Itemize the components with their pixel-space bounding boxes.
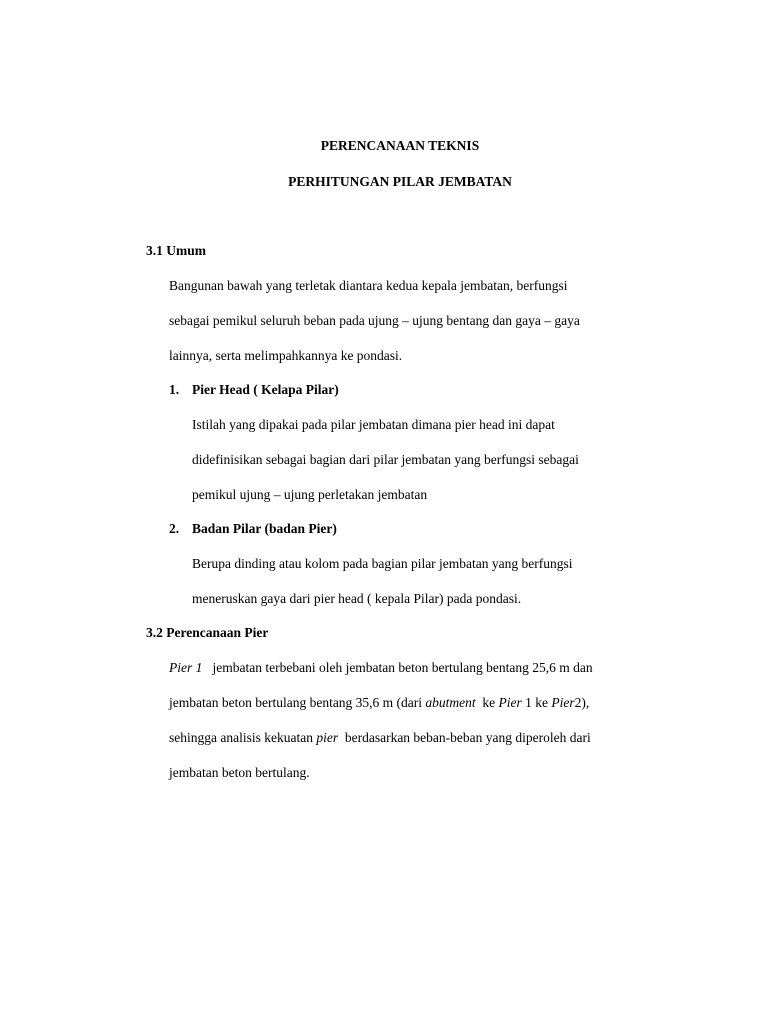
list-item-title-pier-head: Pier Head ( Kelapa Pilar) <box>192 382 339 397</box>
list-item-line: didefinisikan sebagai bagian dari pilar jembatan yang berfungsi sebagai <box>192 452 579 467</box>
text-segment: sehingga analisis kekuatan <box>169 730 313 745</box>
document-title: PERENCANAAN TEKNIS <box>320 138 480 153</box>
text-segment: ke <box>482 695 496 710</box>
document-subtitle: PERHITUNGAN PILAR JEMBATAN <box>288 174 512 189</box>
list-item-title-badan-pilar: Badan Pilar (badan Pier) <box>192 521 337 536</box>
section-heading-umum: 3.1 Umum <box>146 243 206 258</box>
term-pier: pier <box>316 730 339 745</box>
term-pier: Pier 1 <box>169 660 203 675</box>
paragraph-line: Bangunan bawah yang terletak diantara kedua kepala jembatan, berfungsi <box>169 278 568 293</box>
paragraph-line: jembatan beton bertulang. <box>169 765 310 780</box>
paragraph-line <box>169 659 593 677</box>
list-item-line: Istilah yang dipakai pada pilar jembatan dimana pier head ini dapat <box>192 417 555 432</box>
paragraph-line <box>169 729 591 747</box>
section-heading-perencanaan-pier: 3.2 Perencanaan Pier <box>146 625 269 640</box>
list-item-line: meneruskan gaya dari pier head ( kepala Pilar) pada pondasi. <box>192 591 522 606</box>
term-pier: Pier <box>498 695 522 710</box>
term-abutment: abutment <box>425 695 476 710</box>
text-segment: 2), <box>574 695 590 710</box>
text-segment: berdasarkan beban-beban yang diperoleh dari <box>344 730 591 745</box>
term-pier: Pier <box>551 695 575 710</box>
paragraph-line: lainnya, serta melimpahkannya ke pondasi. <box>169 348 403 363</box>
paragraph-line: sebagai pemikul seluruh beban pada ujung – ujung bentang dan gaya – gaya <box>169 313 580 328</box>
paragraph-line <box>169 694 589 712</box>
text-segment: jembatan terbebani oleh jembatan beton bertulang bentang 25,6 m dan <box>212 660 593 675</box>
text-segment: jembatan beton bertulang bentang 35,6 m (dari <box>169 695 423 710</box>
list-item-line: pemikul ujung – ujung perletakan jembatan <box>192 487 428 502</box>
text-segment: 1 ke <box>525 695 549 710</box>
list-item-number: 2. <box>169 521 180 536</box>
list-item-line: Berupa dinding atau kolom pada bagian pilar jembatan yang berfungsi <box>192 556 573 571</box>
list-item-number: 1. <box>169 382 180 397</box>
